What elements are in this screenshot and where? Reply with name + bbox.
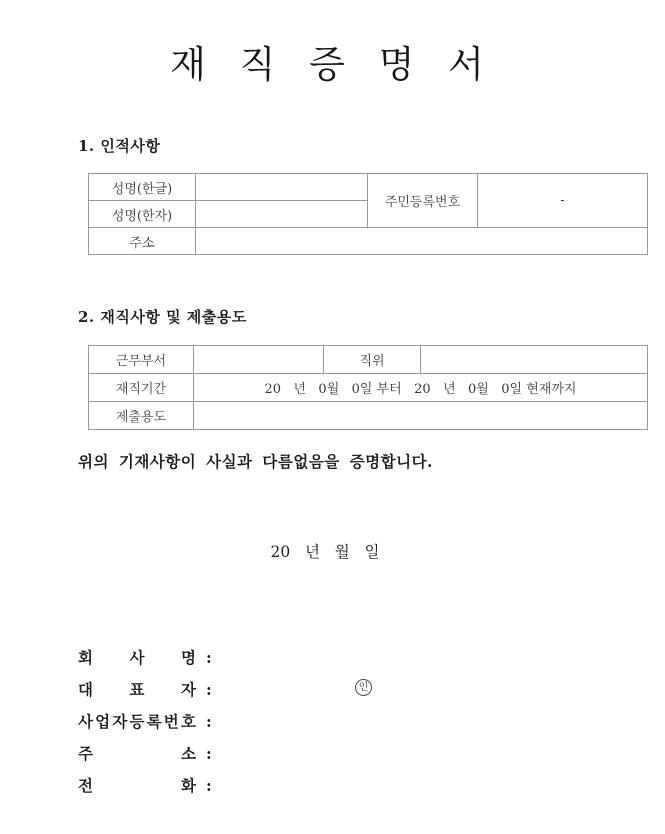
business-registration-line [78,710,598,742]
colon: : [206,776,212,795]
representative-line [78,678,598,710]
company-name-line [78,646,598,678]
name-hanja-label: 성명(한자) [89,201,196,228]
phone-line [78,774,598,806]
table-row [89,228,648,255]
purpose-value-cell [194,402,648,430]
seal-stamp-mark: 인 [355,679,372,696]
name-korean-label: 성명(한글) [89,174,196,201]
name-hanja-value-cell [196,201,368,228]
colon: : [206,744,212,763]
phone-label: 전 화 [78,776,196,795]
purpose-label: 제출용도 [89,402,194,430]
position-label: 직위 [324,346,421,374]
table-row [89,402,648,430]
colon: : [206,648,212,667]
representative-label: 대 표 자 [78,680,196,699]
date-line: 20 년 월 일 [270,543,380,561]
position-value-cell [421,346,648,374]
issuer-info-block [78,646,598,806]
employment-period-value-cell: 20 년 0월 0일 부터 20 년 0월 0일 현재까지 [194,374,648,402]
company-address-line [78,742,598,774]
name-korean-value-cell [196,174,368,201]
section-heading-personal-info: 1. 인적사항 [78,137,161,155]
colon: : [206,680,212,699]
document-title: 재 직 증 명 서 [170,43,495,86]
section-heading-employment-info: 2. 재직사항 및 제출용도 [78,308,247,326]
department-label: 근무부서 [89,346,194,374]
personal-info-table [88,173,648,255]
table-row [89,374,648,402]
colon: : [206,712,212,731]
resident-number-value-cell: - [478,174,648,228]
resident-number-label: 주민등록번호 [368,174,478,228]
employment-info-table [88,345,648,430]
certification-statement: 위의 기재사항이 사실과 다름없음을 증명합니다. [78,452,433,471]
company-address-label: 주 소 [78,744,196,763]
table-row [89,174,648,201]
address-value-cell [196,228,648,255]
address-label: 주소 [89,228,196,255]
business-registration-label: 사 업 자 등 록 번 호 [78,712,196,731]
table-row [89,346,648,374]
department-value-cell [194,346,324,374]
company-name-label: 회 사 명 [78,648,196,667]
employment-period-label: 재직기간 [89,374,194,402]
